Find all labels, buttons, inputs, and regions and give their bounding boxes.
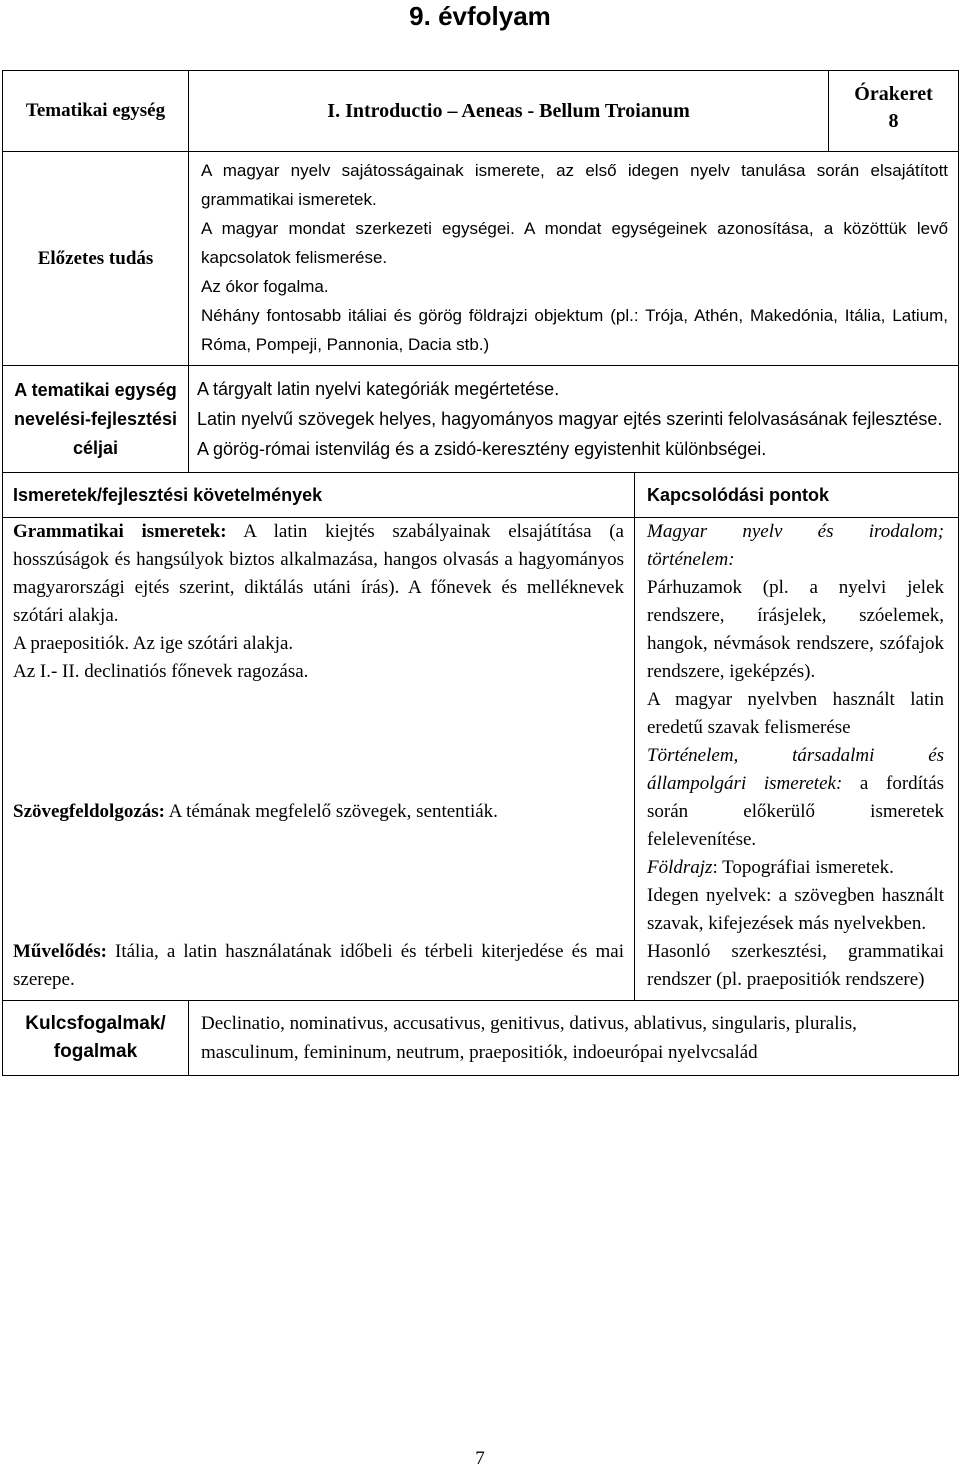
- text-processing-title: Szövegfeldolgozás:: [13, 801, 165, 822]
- geo-title: Földrajz: [647, 857, 713, 878]
- culture-text: Itália, a latin használatának időbeli és térbeli kiterjedése és mai szerepe.: [13, 941, 624, 990]
- grammar-line-2: A praepositiók. Az ige szótári alakja.: [13, 633, 294, 654]
- history-text: a fordítás során előkerülő ismeretek felelevenítése.: [647, 773, 945, 850]
- spacer: [13, 826, 624, 938]
- unit-title: I. Introductio – Aeneas - Bellum Troianum: [189, 71, 829, 152]
- geo-paragraph: [647, 854, 944, 882]
- connections-header: Kapcsolódási pontok: [635, 473, 959, 518]
- goals-label: A tematikai egység nevelési-fejlesztési céljai: [3, 366, 189, 473]
- prior-knowledge-text: [189, 152, 959, 366]
- header-row: [3, 71, 959, 152]
- text-processing-paragraph: [13, 798, 624, 826]
- content-row: [3, 518, 959, 1001]
- goal-line-2: Latin nyelvű szövegek helyes, hagyományos magyar ejtés szerinti felolvasásának fejlesztése.: [197, 409, 943, 429]
- grammar-title: Grammatikai ismeretek:: [13, 521, 227, 542]
- grammar-line-3: Az I.- II. declinatiós főnevek ragozása.: [13, 661, 309, 682]
- connections-cell: [635, 518, 959, 1001]
- prior-knowledge-label: Előzetes tudás: [3, 152, 189, 366]
- prior-line-1: A magyar nyelv sajátosságainak ismerete, az első idegen nyelv tanulása során elsajátított grammatikai ismeretek.: [201, 161, 949, 209]
- requirements-header: Ismeretek/fejlesztési követelmények: [3, 473, 635, 518]
- goals-row: [3, 366, 959, 473]
- section-header-row: [3, 473, 959, 518]
- goal-line-3: A görög-római istenvilág és a zsidó-keresztény egyistenhit különbségei.: [197, 439, 767, 459]
- curriculum-table: [2, 70, 959, 1076]
- prior-line-3: Az ókor fogalma.: [201, 277, 329, 296]
- hours-label: Órakeret: [854, 83, 933, 105]
- text-processing-text: A témának megfelelő szövegek, sententiák.: [164, 801, 498, 822]
- page-title: 9. évfolyam: [409, 1, 551, 31]
- goals-text: [189, 366, 959, 473]
- hours-value: 8: [888, 110, 899, 132]
- similar-text: Hasonló szerkesztési, grammatikai rendszer (pl. praepositiók rendszere): [647, 941, 945, 990]
- key-concepts-text: Declinatio, nominativus, accusativus, genitivus, dativus, ablativus, singularis, pluralis, masculinum, femininum, neutrum, praepositiók, indoeurópai nyelvcsalád: [189, 1001, 959, 1076]
- culture-title: Művelődés:: [13, 941, 107, 962]
- history-paragraph: [647, 742, 944, 854]
- key-concepts-label: Kulcsfogalmak/ fogalmak: [3, 1001, 189, 1076]
- key-concepts-row: [3, 1001, 959, 1076]
- prior-knowledge-row: [3, 152, 959, 366]
- prior-line-4: Néhány fontosabb itáliai és görög földrajzi objektum (pl.: Trója, Athén, Makedónia, Itália, Latium, Róma, Pompeji, Pannonia, Dacia stb.): [201, 306, 949, 354]
- history-title: Történelem, társadalmi és állampolgári ismeretek:: [647, 745, 945, 794]
- requirements-cell: [3, 518, 635, 1001]
- spacer: [13, 686, 624, 798]
- unit-label: Tematikai egység: [3, 71, 189, 152]
- grammar-paragraph: [13, 518, 624, 630]
- hun-title: Magyar nyelv és irodalom; történelem:: [647, 521, 945, 570]
- languages-text: Idegen nyelvek: a szövegben használt szavak, kifejezések más nyelvekben.: [647, 885, 945, 934]
- prior-line-2: A magyar mondat szerkezeti egységei. A mondat egységeinek azonosítása, a közöttük levő kapcsolatok felismerése.: [201, 219, 949, 267]
- grammar-text: A latin kiejtés szabályainak elsajátítása (a hosszúságok és hangsúlyok biztos alkalmazása, hangos olvasás a hagyományos magyarországi ejtés szerint, diktálás utáni írás). A főnevek és melléknevek szótári alakja.: [13, 521, 624, 626]
- goal-line-1: A tárgyalt latin nyelvi kategóriák megértetése.: [197, 379, 560, 399]
- hours-cell: [829, 71, 959, 152]
- geo-text: : Topográfiai ismeretek.: [712, 857, 894, 878]
- hun-text-1: Párhuzamok (pl. a nyelvi jelek rendszere, írásjelek, szóelemek, hangok, névmások rendszere, szófajok rendszere, igeképzés).: [647, 577, 945, 682]
- page-number: 7: [475, 1448, 485, 1469]
- culture-paragraph: [13, 938, 624, 994]
- hun-text-2: A magyar nyelvben használt latin eredetű szavak felismerése: [647, 689, 945, 738]
